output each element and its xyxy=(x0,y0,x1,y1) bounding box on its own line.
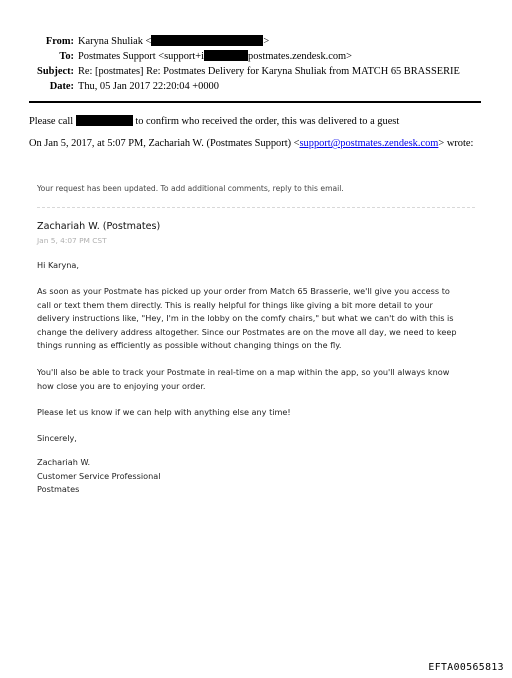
redaction-box xyxy=(76,115,133,126)
subject-value: Re: [postmates] Re: Postmates Delivery for Karyna Shuliak from MATCH 65 BRASSERIE xyxy=(78,66,460,77)
to-value: Postmates Support <support+i xyxy=(78,51,205,62)
dotted-divider xyxy=(37,207,475,208)
header-divider xyxy=(29,101,481,103)
text-line: things running as efficiently as possible without changing things on the fly. xyxy=(37,340,342,351)
update-notice: Your request has been updated. To add additional comments, reply to this email. xyxy=(37,184,344,193)
quote-outro: > wrote: xyxy=(438,138,474,149)
closing-text: Sincerely, xyxy=(37,433,77,443)
redaction-box xyxy=(204,50,248,61)
to-row xyxy=(0,49,512,64)
signature-line: Zachariah W. xyxy=(37,457,91,467)
text-line: Please let us know if we can help with anything else any time! xyxy=(37,407,291,417)
from-label: From: xyxy=(45,36,74,47)
signature-line: Postmates xyxy=(37,484,80,495)
reply-prefix: Please call xyxy=(29,116,74,127)
to-tail: postmates.zendesk.com> xyxy=(248,51,352,62)
document-id: EFTA00565813 xyxy=(428,662,504,673)
quote-intro-text: On Jan 5, 2017, at 5:07 PM, Zachariah W. (Postmates Support) < xyxy=(29,138,300,149)
greeting: Hi Karyna, xyxy=(37,260,79,270)
text-line: delivery instructions like, "Hey, I'm in the lobby on the comfy chairs," but what we can't do with this is xyxy=(37,313,454,324)
reply-text xyxy=(29,115,399,127)
text-line: change the delivery address altogether. Since our Postmates are on the move all day, we need to keep xyxy=(37,326,457,337)
subject-label: Subject: xyxy=(37,66,74,77)
subject-row xyxy=(0,64,512,79)
text-line: You'll also be able to track your Postmate in real-time on a map within the app, so you'll always know xyxy=(37,367,450,377)
date-value: Thu, 05 Jan 2017 22:20:04 +0000 xyxy=(78,81,219,92)
date-row xyxy=(0,79,512,94)
date-label: Date: xyxy=(49,81,74,92)
closing xyxy=(37,432,477,446)
quote-intro xyxy=(29,138,473,149)
paragraph-2 xyxy=(37,366,477,393)
message-timestamp: Jan 5, 4:07 PM CST xyxy=(37,236,107,245)
text-line: As soon as your Postmate has picked up your order from Match 65 Brasserie, we'll give you access to xyxy=(37,286,450,296)
from-tail: > xyxy=(263,36,270,47)
support-email-link[interactable]: support@postmates.zendesk.com xyxy=(299,138,439,149)
to-label: To: xyxy=(59,51,74,62)
text-line: how close you are to enjoying your order. xyxy=(37,380,206,391)
sender-name: Zachariah W. (Postmates) xyxy=(37,221,161,232)
email-header xyxy=(0,34,512,94)
signature-line: Customer Service Professional xyxy=(37,470,161,481)
reply-suffix: to confirm who received the order, this was delivered to a guest xyxy=(135,116,400,127)
message-body xyxy=(37,259,477,273)
from-row xyxy=(0,34,512,49)
redaction-box xyxy=(151,35,263,46)
paragraph-1 xyxy=(37,285,477,353)
from-value: Karyna Shuliak < xyxy=(78,36,152,47)
paragraph-3 xyxy=(37,406,477,420)
text-line: call or text them them directly. This is really helpful for things like giving a bit more detail to your xyxy=(37,299,433,310)
signature xyxy=(37,456,477,497)
